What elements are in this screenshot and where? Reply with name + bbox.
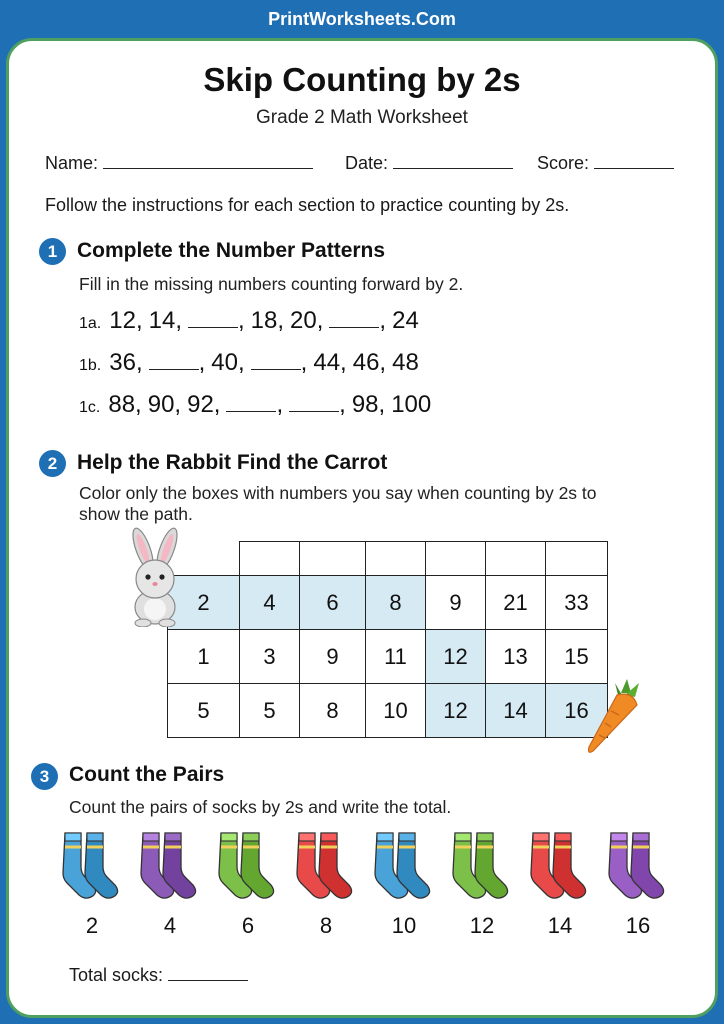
pattern-number: 24 — [392, 307, 419, 334]
section-2-instruction — [79, 483, 597, 525]
grid-cell[interactable]: 16 — [546, 684, 608, 738]
name-field[interactable] — [45, 153, 313, 174]
carrot-icon — [581, 677, 647, 757]
sock-count-label: 2 — [85, 913, 99, 938]
grid-cell[interactable]: 21 — [486, 576, 546, 630]
pattern-row-label: 1a. — [79, 315, 102, 332]
grid-cell[interactable]: 8 — [300, 684, 366, 738]
pattern-blank[interactable]: , — [329, 307, 386, 334]
blank-line[interactable] — [226, 392, 276, 412]
pattern-blank[interactable]: , — [226, 391, 283, 418]
sock-pair-icon — [135, 831, 205, 901]
pattern-number: 100 — [391, 391, 432, 418]
pattern-row — [79, 307, 425, 335]
sock-count-label: 6 — [241, 913, 255, 938]
grid-cell[interactable]: 5 — [168, 684, 240, 738]
grid-cell[interactable]: 14 — [486, 684, 546, 738]
grid-cell[interactable] — [366, 542, 426, 576]
total-socks-label: Total socks: — [69, 965, 164, 985]
pattern-row — [79, 349, 425, 377]
blank-line[interactable] — [289, 392, 339, 412]
sock-pair-icon — [57, 831, 127, 901]
grid-cell[interactable]: 11 — [366, 630, 426, 684]
worksheet-subtitle: Grade 2 Math Worksheet — [256, 107, 468, 128]
sock-count-label: 4 — [163, 913, 177, 938]
sock-pair-icon — [525, 831, 595, 901]
section-3-badge: 3 — [31, 763, 58, 790]
grid-cell[interactable] — [426, 542, 486, 576]
sock-count-label: 12 — [469, 913, 495, 938]
pattern-number: 46, — [352, 349, 387, 376]
blank-line[interactable] — [149, 350, 199, 370]
section-1-badge: 1 — [39, 238, 66, 265]
section-2-instruction-line-2: show the path. — [79, 504, 193, 524]
date-line[interactable] — [393, 153, 513, 169]
sock-pair-icon — [291, 831, 361, 901]
date-label: Date: — [345, 153, 389, 173]
section-1-title: Complete the Number Patterns — [77, 239, 386, 262]
pattern-number: 44, — [313, 349, 347, 376]
blank-line[interactable] — [188, 308, 238, 328]
sock-pair-icon — [603, 831, 673, 901]
worksheet-title: Skip Counting by 2s — [203, 61, 521, 98]
grid-cell[interactable] — [300, 542, 366, 576]
grid-cell[interactable]: 6 — [300, 576, 366, 630]
worksheet-instructions: Follow the instructions for each section to practice counting by 2s. — [45, 195, 570, 215]
pattern-number: 36, — [109, 349, 143, 376]
rabbit-icon — [121, 527, 191, 627]
grid-cell[interactable] — [240, 542, 300, 576]
pattern-blank[interactable]: , — [149, 349, 206, 376]
pattern-row-label: 1b. — [79, 357, 102, 374]
grid-row — [168, 576, 608, 630]
pattern-number: 92, — [187, 391, 221, 418]
section-2-title: Help the Rabbit Find the Carrot — [77, 451, 388, 474]
sock-pair-icon — [447, 831, 517, 901]
worksheet-page — [6, 38, 718, 1018]
grid-cell[interactable]: 9 — [300, 630, 366, 684]
pattern-number: 90, — [147, 391, 182, 418]
grid-cell[interactable]: 3 — [240, 630, 300, 684]
name-label: Name: — [45, 153, 99, 173]
sock-count-label: 16 — [625, 913, 651, 938]
grid-cell[interactable]: 10 — [366, 684, 426, 738]
section-3-instruction: Count the pairs of socks by 2s and write the total. — [69, 797, 452, 817]
grid-cell[interactable]: 5 — [240, 684, 300, 738]
pattern-blank[interactable]: , — [188, 307, 245, 334]
total-socks-line[interactable] — [168, 965, 248, 981]
grid-cell[interactable]: 12 — [426, 630, 486, 684]
section-2-badge: 2 — [39, 450, 66, 477]
grid-cell[interactable]: 4 — [240, 576, 300, 630]
pattern-number: 12, — [109, 307, 143, 334]
grid-cell[interactable]: 1 — [168, 630, 240, 684]
grid-cell[interactable]: 13 — [486, 630, 546, 684]
grid-row — [168, 684, 608, 738]
grid-cell[interactable]: 8 — [366, 576, 426, 630]
grid-cell[interactable]: 12 — [426, 684, 486, 738]
sock-count-label: 14 — [547, 913, 573, 938]
sock-pair-icon — [369, 831, 439, 901]
grid-cell[interactable] — [546, 542, 608, 576]
grid-cell[interactable] — [486, 542, 546, 576]
score-label: Score: — [537, 153, 590, 173]
section-2-instruction-line-1: Color only the boxes with numbers you say when counting by 2s to — [79, 483, 597, 503]
rabbit-path-grid — [167, 541, 608, 738]
blank-line[interactable] — [251, 350, 301, 370]
score-line[interactable] — [594, 153, 674, 169]
pattern-number: 40, — [211, 349, 245, 376]
pattern-number: 20, — [290, 307, 324, 334]
pattern-row — [79, 391, 437, 419]
pattern-number: 98, — [351, 391, 386, 418]
section-3-title: Count the Pairs — [69, 763, 225, 786]
section-1-instruction: Fill in the missing numbers counting forward by 2. — [79, 274, 464, 294]
pattern-number: 48 — [392, 349, 419, 376]
grid-cell[interactable]: 15 — [546, 630, 608, 684]
sock-pair-icon — [213, 831, 283, 901]
pattern-number: 88, — [108, 391, 142, 418]
blank-line[interactable] — [329, 308, 379, 328]
sock-count-label: 10 — [391, 913, 417, 938]
grid-row — [168, 542, 608, 576]
name-line[interactable] — [103, 153, 313, 169]
sock-count-label: 8 — [319, 913, 333, 938]
pattern-blank[interactable]: , — [289, 391, 346, 418]
site-header[interactable]: PrintWorksheets.Com — [268, 9, 456, 29]
grid-cell[interactable]: 33 — [546, 576, 608, 630]
date-field[interactable] — [345, 153, 513, 174]
pattern-blank[interactable]: , — [251, 349, 308, 376]
grid-cell[interactable]: 2 — [168, 576, 240, 630]
total-socks-field[interactable] — [69, 965, 248, 986]
pattern-row-label: 1c. — [79, 399, 101, 416]
grid-row — [168, 630, 608, 684]
score-field[interactable] — [537, 153, 674, 174]
pattern-number: 14, — [148, 307, 182, 334]
pattern-number: 18, — [250, 307, 285, 334]
grid-cell[interactable]: 9 — [426, 576, 486, 630]
